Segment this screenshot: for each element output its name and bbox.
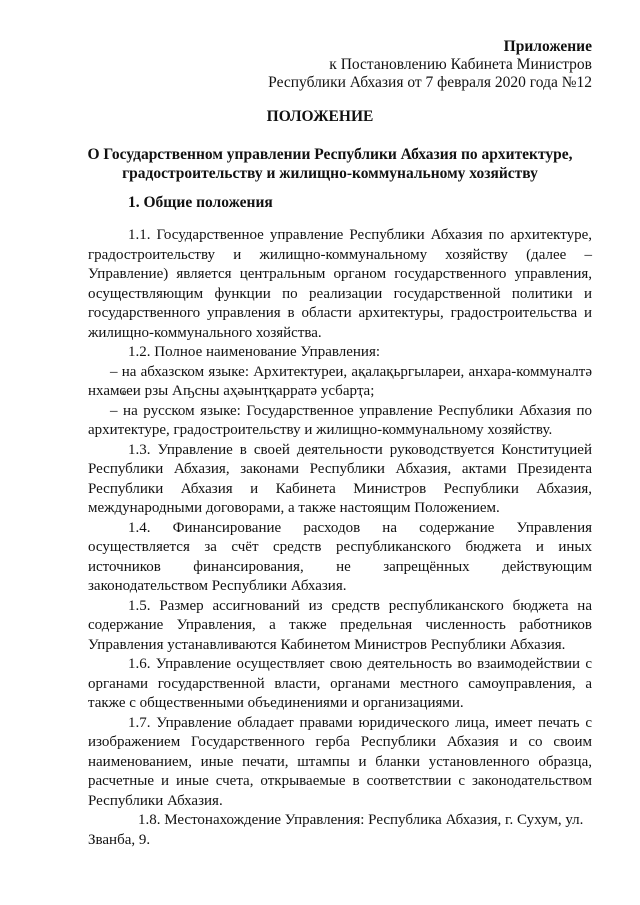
appendix-header (268, 38, 592, 92)
paragraph-1-2: 1.2. Полное наименование Управления: (128, 344, 381, 360)
appendix-label: Приложение (503, 38, 592, 55)
appendix-line-2: Республики Абхазия от 7 февраля 2020 года №12 (268, 74, 592, 91)
document-subtitle: О Государственном управлении Республики Абхазия по архитектуре, градостроительству и жилищно-коммунальному хозяйству (87, 146, 573, 182)
paragraph-1-5: 1.5. Размер ассигнований из средств республиканского бюджета на содержание Управления, а также предельная численность работников Управления устанавливаются Кабинетом Министров Республики Абхазия. (88, 597, 592, 653)
document-body (88, 226, 592, 850)
section-heading: 1. Общие положения (128, 194, 273, 211)
paragraph-1-2-abkhaz: – на абхазском языке: Архитектуреи, ақалақьргылареи, анхара-коммуналтә нхамҩеи рзы Аҧсны аҳәынҭқарратә усбарҭа; (88, 363, 592, 399)
paragraph-1-7: 1.7. Управление обладает правами юридического лица, имеет печать с изображением Государственного герба Республики Абхазия и со своим наименованием, иные печати, штампы и бланки установленного образца, расчетные и иные счета, открываемые в соответствии с законодательством Республики Абхазия. (88, 714, 592, 809)
paragraph-1-3: 1.3. Управление в своей деятельности руководствуется Конституцией Республики Абхазия, законами Республики Абхазия, актами Президента Республики Абхазия и Кабинета Министров Республики Абхазия, международными договорами, а также настоящим Положением. (88, 441, 592, 516)
paragraph-1-1: 1.1. Государственное управление Республики Абхазия по архитектуре, градостроительству и жилищно-коммунальному хозяйству (далее – Управление) является центральным органом государственного управления, осуществляющим функции по реализации государственной политики и государственного управления в области архитектуры, градостроительства и жилищно-коммунального хозяйства. (88, 227, 592, 341)
appendix-line-1: к Постановлению Кабинета Министров (329, 56, 592, 73)
paragraph-1-6: 1.6. Управление осуществляет свою деятельность во взаимодействии с органами государственной власти, органами местного самоуправления, а также с общественными объединениями и организациями. (88, 656, 592, 711)
document-title: ПОЛОЖЕНИЕ (266, 108, 374, 125)
paragraph-1-8: 1.8. Местонахождение Управления: Республика Абхазия, г. Сухум, ул. Званба, 9. (88, 812, 584, 848)
paragraph-1-2-russian: – на русском языке: Государственное управление Республики Абхазия по архитектуре, градостроительству и жилищно-коммунальному хозяйству. (88, 402, 592, 438)
paragraph-1-4: 1.4. Финансирование расходов на содержание Управления осуществляется за счёт средств республиканского бюджета и иных источников финансирования, не запрещённых действующим законодательством Республики Абхазия. (88, 519, 592, 594)
